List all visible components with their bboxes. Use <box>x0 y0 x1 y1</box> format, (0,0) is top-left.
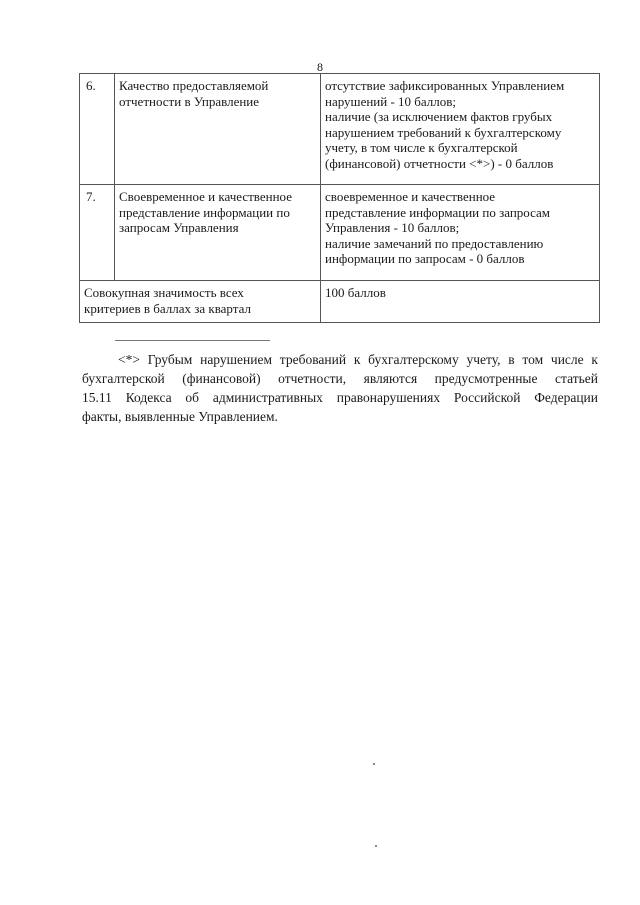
total-row <box>80 281 600 323</box>
criterion-cell <box>115 185 321 281</box>
page-number: 8 <box>317 60 323 74</box>
criterion-text: Качество предоставляемой <box>119 78 269 93</box>
row-number: 6. <box>80 74 115 185</box>
row-number: 7. <box>80 185 115 281</box>
scan-speck <box>373 763 375 765</box>
scan-speck <box>375 845 377 847</box>
table-row <box>80 185 600 281</box>
score-text: отсутствие зафиксированных Управлением <box>325 78 565 93</box>
criterion-text: Своевременное и качественное <box>119 189 292 204</box>
score-text: наличие замечаний по предоставлению <box>325 235 544 251</box>
score-text: (финансовой) отчетности <*>) - 0 баллов <box>325 155 554 171</box>
total-label: Совокупная значимость всех <box>84 285 244 300</box>
footnote-line: факты, выявленные Управлением. <box>82 409 278 424</box>
score-text: наличие (за исключением фактов грубых <box>325 109 553 124</box>
total-label-cell <box>80 281 321 323</box>
criterion-text: представление информации по <box>119 204 290 220</box>
score-text: учету, в том числе к бухгалтерской <box>325 140 518 155</box>
score-cell <box>321 74 600 185</box>
score-cell <box>321 185 600 281</box>
footnote-line: 15.11 Кодекса об административных правонарушениях Российской Федерации <box>82 390 598 405</box>
score-text: информации по запросам - 0 баллов <box>325 251 525 266</box>
footnote <box>82 350 598 426</box>
footnote-line: <*> Грубым нарушением требований к бухгалтерскому учету, в том числе к <box>118 352 598 367</box>
total-value: 100 баллов <box>325 285 386 300</box>
criteria-table <box>79 73 600 323</box>
total-value-cell <box>321 281 600 323</box>
score-text: своевременное и качественное <box>325 189 496 204</box>
footnote-line: бухгалтерской (финансовой) отчетности, являются предусмотренные статьей <box>82 371 598 386</box>
score-text: нарушением требований к бухгалтерскому <box>325 124 562 140</box>
criterion-text: отчетности в Управление <box>119 93 260 109</box>
score-text: представление информации по запросам <box>325 204 551 220</box>
criterion-text: запросам Управления <box>119 220 239 235</box>
score-text: нарушений - 10 баллов; <box>325 93 457 109</box>
table-row <box>80 74 600 185</box>
score-text: Управления - 10 баллов; <box>325 220 460 235</box>
footnote-separator <box>115 340 270 341</box>
criterion-cell <box>115 74 321 185</box>
total-label: критериев в баллах за квартал <box>84 300 251 316</box>
